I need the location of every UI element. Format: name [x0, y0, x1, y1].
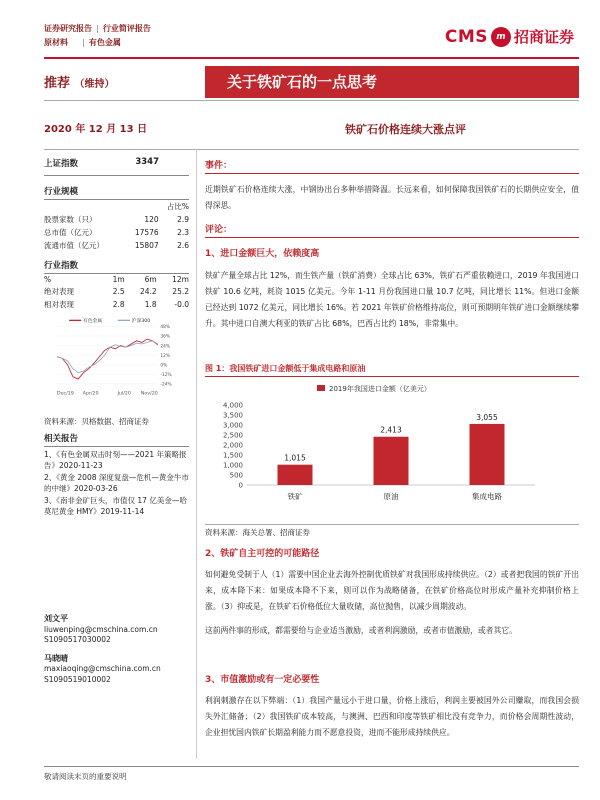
analyst: [44, 614, 189, 646]
section-1-text: 铁矿产量全球占比 12%，而生铁产量（铁矿消费）全球占比 63%，铁矿石严重依赖进口，2019 年我国进口铁矿 10.6 亿吨，耗资 1015 亿美元。今年 1-11 月份我国进口量 10.7 亿吨，同比增长 11%。但进口金额已经达到 1072 亿美元，同比增长 16%。若 2021 年铁矿价格维持高位，则可预期明年铁矿进口金额继续攀升。其中进口自澳大利亚的铁矿占比 68%，巴西占比约 18%，非常集中。: [205, 271, 579, 328]
tag-report-type: 证券研究报告: [44, 24, 92, 33]
analyst-email[interactable]: liuwenping@cmschina.com.cn: [44, 624, 158, 634]
table-row: 绝对表现 2.5 24.2 25.2: [44, 287, 189, 296]
refs-title: 相关报告: [44, 434, 79, 444]
report-date: 2020 年 12 月 13 日: [44, 124, 148, 135]
comment-title: 评论：: [205, 225, 233, 235]
rating-status: （维持）: [74, 79, 115, 90]
tag-industry: 有色金属: [88, 38, 121, 47]
tag-sector: 原材料: [44, 38, 68, 47]
report-subtitle: 铁矿石价格连续大涨点评: [345, 123, 466, 136]
y-tick-label: 0%: [160, 363, 168, 369]
legend-swatch: [317, 385, 325, 391]
section-3-title: 3、市值激励或有一定必要性: [205, 675, 320, 685]
y-tick-label: 1,500: [222, 451, 243, 460]
section-1-title: 1、进口金额巨大，依赖度高: [205, 249, 320, 259]
x-tick-label: 铁矿: [287, 492, 303, 501]
figure-1-title: 图 1：我国铁矿进口金额低于集成电路和原油: [205, 364, 366, 373]
index-label: 上证指数: [44, 159, 79, 169]
perf-table: % 1m 6m 12m 绝对表现 2.5 24.2 25.2 相对表现 2.8 1.8 -0.0: [44, 275, 189, 309]
y-tick-label: 3,500: [222, 411, 243, 420]
analyst-name: 马晓晴: [44, 653, 68, 663]
section-2: [205, 546, 579, 639]
industry-index-line-chart: [44, 316, 189, 396]
event-text: 近期铁矿石价格连续大涨，中钢协出台多种举措降温。长远来看，如何保障我国铁矿石的长期供应安全，值得深思。: [205, 185, 579, 210]
x-tick-label: 集成电路: [472, 492, 502, 501]
y-tick-label: -24%: [160, 382, 172, 388]
y-tick-label: 1,000: [222, 461, 243, 470]
bar-value-label: 2,413: [380, 425, 402, 435]
bar-value-label: 3,055: [476, 412, 498, 422]
analyst-email[interactable]: maxiaoqing@cmschina.com.cn: [44, 664, 161, 673]
bar-value-label: 1,015: [284, 453, 306, 463]
divider: [44, 149, 579, 150]
section-2-text: 如何避免受制于人（1）需要中国企业去海外控制优质铁矿对我国形成持续供应。（2）或者把我国的铁矿开出来，成本降下来：如果成本降不下来，则可以作为战略储备，在铁矿价格高位时形成产量补充抑制价格上涨。（3）抑或是，在铁矿石价格低位大量收储，高位抛售，以减少周期波动。: [205, 570, 579, 611]
logo-chinese: 招商证券: [513, 28, 574, 46]
scale-header: 占比%: [166, 202, 189, 211]
index-value: 3347: [135, 157, 159, 167]
analyst-cert: S1090517030002: [44, 635, 111, 644]
import-amount-bar-chart: [205, 378, 579, 518]
y-tick-label: 48%: [160, 325, 171, 331]
industry-index: [44, 259, 189, 311]
divider: [205, 524, 579, 525]
industry-scale: [44, 185, 189, 252]
logo-latin: CMS: [444, 26, 488, 47]
y-tick-label: 500: [229, 471, 243, 480]
header-tags: 证券研究报告 | 行业简评报告 原材料 | 有色金属: [44, 24, 151, 47]
figure-1-source: 资料来源：海关总署、招商证券: [205, 528, 310, 537]
tag-report-subtype: 行业简评报告: [102, 24, 151, 33]
y-tick-label: 4,000: [222, 401, 243, 410]
analyst-cert: S1090519010002: [44, 674, 111, 684]
section-3: [205, 672, 579, 741]
left-source: 资料来源：贝格数据、招商证券: [44, 417, 149, 426]
y-tick-label: 36%: [160, 334, 171, 340]
rating-label: 推荐: [44, 76, 71, 91]
legend-label: 有色金属: [83, 319, 103, 325]
y-tick-label: 24%: [160, 344, 171, 350]
analyst-name: 刘文平: [44, 614, 68, 623]
x-tick-label: Nov/20: [140, 391, 158, 396]
table-row: 总市值（亿元） 17576 2.3: [44, 228, 189, 237]
table-row: 股票家数（只） 120 2.9: [44, 215, 189, 224]
x-tick-label: Jul/20: [117, 391, 131, 396]
footer-note: 敬请阅读末页的重要说明: [44, 772, 127, 781]
scale-title: 行业规模: [44, 187, 79, 197]
y-tick-label: 0: [238, 481, 243, 490]
scale-table: [44, 200, 189, 252]
related-reports: [44, 432, 189, 519]
x-tick-label: Apr/20: [82, 391, 99, 396]
legend-label: 2019年我国进口金额（亿美元）: [329, 385, 431, 393]
bar: [374, 437, 409, 485]
column-divider: [196, 149, 197, 759]
related-report-item[interactable]: 2、《黄金 2008 深度复盘—危机—黄金牛市的中继》2020-03-26: [44, 473, 189, 493]
report-title-banner: 关于铁矿石的一点思考: [205, 66, 579, 98]
footer-rule: [44, 766, 579, 767]
index-block: [44, 157, 189, 176]
rating: [44, 72, 115, 91]
table-row: 相对表现 2.8 1.8 -0.0: [44, 300, 189, 309]
analyst: [44, 654, 189, 686]
related-report-item[interactable]: 3、《南非金矿巨头，市值仅 17 亿美金—哈莫尼黄金 HMY》2019-11-14: [44, 496, 187, 516]
event-title: 事件：: [205, 161, 233, 171]
y-tick-label: 3,000: [222, 421, 243, 430]
comment-section: [205, 222, 579, 238]
section-2-text-2: 这前两件事的形成，都需要给与企业适当激励，或者利润激励，或者市值激励，或者其它。: [205, 626, 517, 635]
y-tick-label: 2,500: [222, 431, 243, 440]
legend-label: 沪深300: [131, 319, 151, 325]
bar: [278, 465, 313, 485]
y-tick-label: 2,000: [222, 441, 243, 450]
analyst-block: [44, 614, 189, 685]
company-logo: [445, 26, 574, 47]
logo-mark-icon: m: [491, 27, 511, 47]
figure-1: [205, 363, 579, 377]
section-1: [205, 246, 579, 332]
section-2-title: 2、铁矿自主可控的可能路径: [205, 549, 320, 559]
series-line: [57, 339, 158, 379]
table-row: 流通市值（亿元） 15807 2.6: [44, 241, 189, 250]
related-report-item[interactable]: 1、《有色金属双击时刻——2021 年策略报告》2020-11-23: [44, 450, 187, 470]
header-rule: [44, 57, 579, 59]
x-tick-label: 原油: [383, 492, 399, 501]
x-tick-label: Dec/19: [56, 391, 74, 396]
divider: [44, 100, 579, 101]
event-section: [205, 158, 579, 214]
y-tick-label: -12%: [160, 373, 172, 378]
bar: [470, 424, 505, 485]
section-3-text: 利润刺激存在以下弊端：（1）我国产量远小于进口量，价格上涨后，利润主要被国外公司赚取，而我国会损失外汇储备；（2）我国铁矿成本较高，与澳洲、巴西和印度等铁矿相比没有竞争力，而价格会周期性波动，企业担忧国内铁矿长期盈利能力而不愿意投资，进而不能形成持续供应。: [205, 696, 579, 737]
y-tick-label: 12%: [160, 353, 171, 359]
perf-title: 行业指数: [44, 261, 79, 271]
